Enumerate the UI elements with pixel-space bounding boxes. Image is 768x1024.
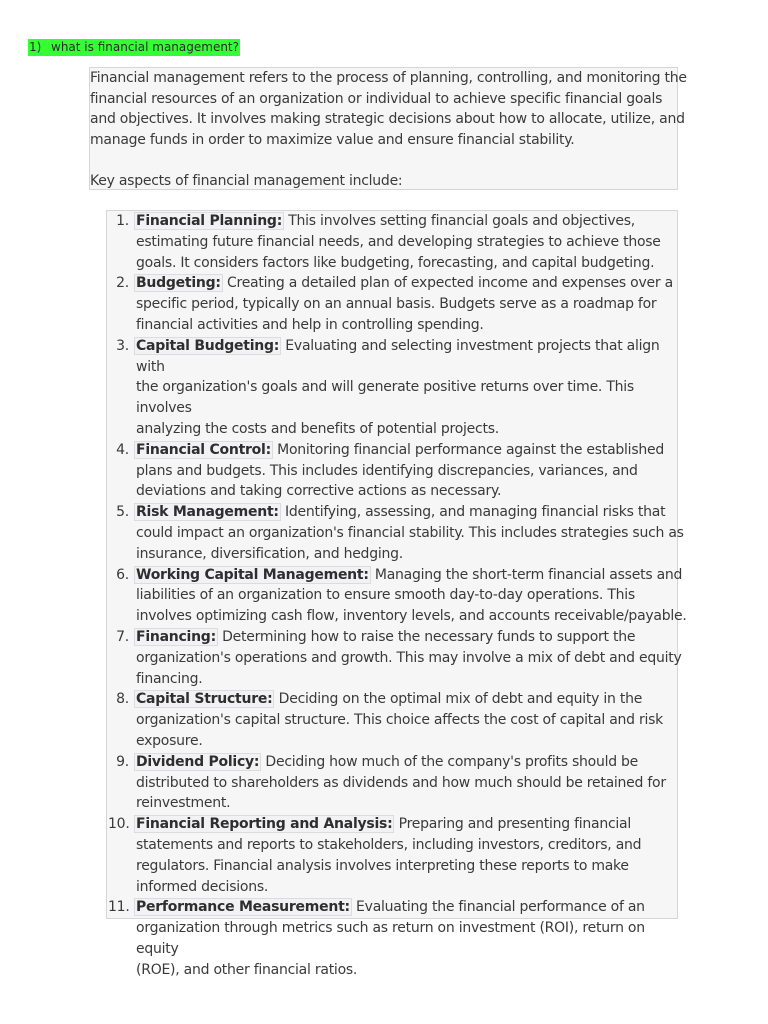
list-item-term: Performance Measurement: [136, 899, 350, 916]
list-item [108, 211, 688, 273]
list-item-term: Capital Budgeting: [136, 337, 280, 354]
list-item-description: Identifying, assessing, and managing financial risks that could impact an organization's financial stability. This includes strategies such as insurance, diversification, and hedging. [136, 504, 684, 562]
list-item [108, 440, 688, 502]
list-item [108, 273, 688, 335]
list-item-number: 1. [116, 213, 129, 229]
question-number: 1) [29, 40, 42, 54]
list-item-term: Working Capital Management: [136, 566, 369, 583]
list-item-description: This involves setting financial goals and objectives, estimating future financial needs, and developing strategies to achieve those goals. It considers factors like budgeting, forecasting, and capital budgeting. [136, 213, 661, 271]
list-item-description: Evaluating the financial performance of an organization through metrics such as return on investment (ROI), return on equity (ROE), and other financial ratios. [136, 899, 645, 978]
list-item-number: 5. [116, 504, 129, 521]
list-item-number: 7. [116, 628, 129, 645]
list-item [108, 814, 688, 897]
list-item [108, 897, 688, 980]
list-item-number: 2. [116, 275, 129, 292]
question-text: what is financial management? [51, 40, 240, 54]
question-heading [28, 39, 240, 56]
list-item-description: Deciding on the optimal mix of debt and equity in the organization's capital structure. This choice affects the cost of capital and risk exposure. [136, 691, 664, 749]
list-item [108, 627, 688, 689]
key-aspects-list [108, 211, 688, 980]
list-item [108, 565, 688, 627]
list-item-description: Monitoring financial performance against the established plans and budgets. This includes identifying discrepancies, variances, and deviations and taking corrective actions as necessary. [136, 441, 664, 500]
list-item-number: 3. [116, 337, 129, 354]
list-item-description: Deciding how much of the company's profits should be distributed to shareholders as dividends and how much should be retained for reinvestment. [136, 753, 666, 812]
list-item [108, 689, 688, 751]
list-item [108, 752, 688, 814]
list-item-term: Financial Control: [136, 441, 271, 458]
list-item-number: 10. [108, 816, 130, 833]
list-item-description: Managing the short-term financial assets and liabilities of an organization to ensure smooth day-to-day operations. This involves optimizing cash flow, inventory levels, and accounts receivable/payable. [136, 566, 687, 625]
list-item-number: 6. [116, 566, 129, 583]
list-item [108, 336, 688, 440]
list-item-term: Financing: [136, 628, 216, 645]
list-item-number: 9. [116, 753, 129, 770]
list-item-number: 4. [116, 441, 129, 458]
list-item-term: Risk Management: [136, 504, 279, 521]
list-item-description: Creating a detailed plan of expected income and expenses over a specific period, typically on an annual basis. Budgets serve as a roadmap for financial activities and help in controlling spending. [136, 275, 673, 333]
list-item-number: 8. [116, 691, 129, 708]
list-item-number: 11. [108, 899, 130, 916]
list-item-term: Financial Planning: [136, 213, 283, 229]
key-aspects-heading: Key aspects of financial management include: [90, 173, 403, 189]
list-item-description: Preparing and presenting financial statements and reports to stakeholders, including investors, creditors, and regulators. Financial analysis involves interpreting these reports to make informed decisions. [136, 816, 642, 895]
list-item-description: Determining how to raise the necessary funds to support the organization's operations and growth. This may involve a mix of debt and equity financing. [136, 628, 682, 687]
answer-intro-paragraph: Financial management refers to the process of planning, controlling, and monitoring the financial resources of an organization or individual to achieve specific financial goals and objectives. It involves making strategic decisions about how to allocate, utilize, and manage funds in order to maximize value and ensure financial stability. [90, 70, 687, 148]
list-item-term: Budgeting: [136, 275, 221, 292]
list-item-term: Dividend Policy: [136, 753, 260, 770]
list-item-description: Evaluating and selecting investment projects that align with the organization's goals and will generate positive returns over time. This involves analyzing the costs and benefits of potential projects. [136, 337, 660, 437]
list-item-term: Financial Reporting and Analysis: [136, 816, 393, 833]
list-item-term: Capital Structure: [136, 691, 273, 708]
list-item [108, 502, 688, 564]
